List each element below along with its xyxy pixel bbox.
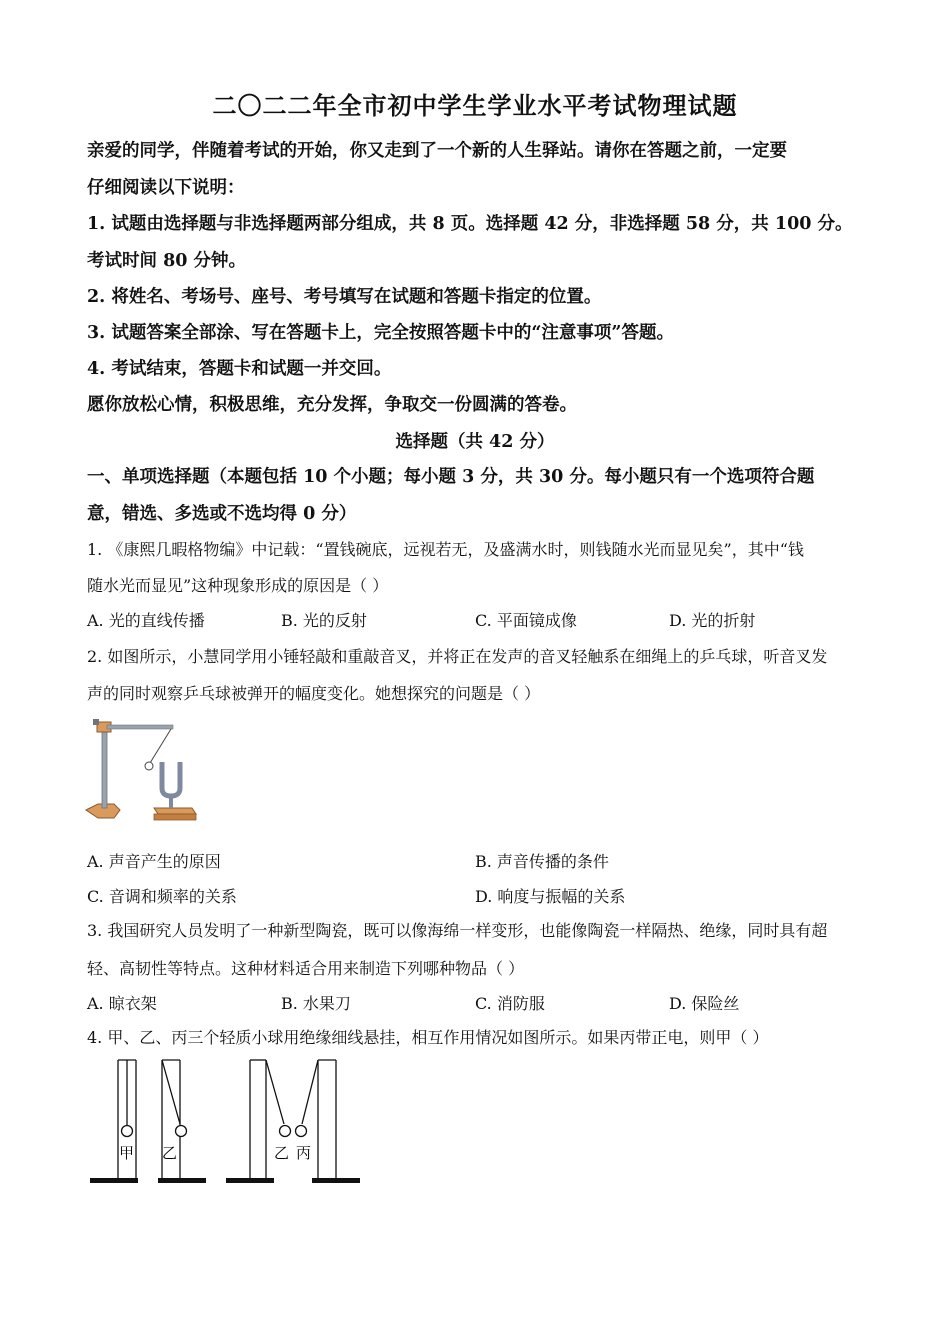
closing-line: 愿你放松心情，积极思维，充分发挥，争取交一份圆满的答卷。 [87, 395, 577, 415]
q2-option-c: C. 音调和频率的关系 [87, 887, 237, 906]
q1-option-c: C. 平面镜成像 [475, 611, 577, 630]
q3-option-d: D. 保险丝 [669, 994, 740, 1013]
q3-option-b: B. 水果刀 [281, 994, 351, 1013]
label-yi: 乙 [162, 1144, 178, 1162]
q2-option-b: B. 声音传播的条件 [475, 852, 609, 871]
q1-option-a: A. 光的直线传播 [87, 611, 205, 630]
instruction-item-3: 3. 试题答案全部涂、写在答题卡上，完全按照答题卡中的“注意事项”答题。 [87, 323, 674, 343]
instruction-item-1: 1. 试题由选择题与非选择题两部分组成，共 8 页。选择题 42 分，非选择题 58 分，共 100 分。 [87, 214, 853, 234]
intro-line: 亲爱的同学，伴随着考试的开始，你又走到了一个新的人生驿站。请你在答题之前，一定要 [87, 141, 787, 161]
page-title: 二〇二二年全市初中学生学业水平考试物理试题 [212, 91, 738, 120]
intro-line: 仔细阅读以下说明： [87, 178, 245, 198]
charged-balls-figure [88, 1058, 364, 1188]
q2-option-d: D. 响度与振幅的关系 [475, 887, 626, 906]
question-3-stem-cont: 轻、高韧性等特点。这种材料适合用来制造下列哪种物品（ ） [87, 959, 525, 978]
question-1-stem: 1. 《康熙几暇格物编》中记载：“置钱碗底，远视若无，及盛满水时，则钱随水光而显见矣”，其中“钱 [87, 540, 804, 559]
q1-option-b: B. 光的反射 [281, 611, 367, 630]
label-jia: 甲 [119, 1144, 135, 1162]
part-instruction-cont: 意，错选、多选或不选均得 0 分） [87, 504, 357, 524]
q3-option-c: C. 消防服 [475, 994, 545, 1013]
question-2-stem: 2. 如图所示，小慧同学用小锤轻敲和重敲音叉，并将正在发声的音叉轻触系在细绳上的乒乓球，听音叉发 [87, 647, 828, 666]
part-instruction: 一、单项选择题（本题包括 10 个小题；每小题 3 分，共 30 分。每小题只有一个选项符合题 [87, 467, 815, 487]
question-1-stem-cont: 随水光而显见”这种现象形成的原因是（ ） [87, 576, 389, 595]
instruction-item-1-cont: 考试时间 80 分钟。 [87, 251, 247, 271]
q1-option-d: D. 光的折射 [669, 611, 756, 630]
instruction-item-2: 2. 将姓名、考场号、座号、考号填写在试题和答题卡指定的位置。 [87, 287, 602, 307]
q2-option-a: A. 声音产生的原因 [87, 852, 221, 871]
question-4-stem: 4. 甲、乙、丙三个轻质小球用绝缘细线悬挂，相互作用情况如图所示。如果丙带正电，则甲（ ） [87, 1028, 769, 1047]
label-bing: 丙 [296, 1144, 312, 1162]
instruction-item-4: 4. 考试结束，答题卡和试题一并交回。 [87, 359, 392, 379]
section-heading: 选择题（共 42 分） [395, 432, 555, 452]
question-3-stem: 3. 我国研究人员发明了一种新型陶瓷，既可以像海绵一样变形，也能像陶瓷一样隔热、绝缘，同时具有超 [87, 921, 828, 940]
label-yi-2: 乙 [274, 1144, 290, 1162]
q3-option-a: A. 晾衣架 [87, 994, 157, 1013]
tuning-fork-figure [84, 714, 200, 824]
question-2-stem-cont: 声的同时观察乒乓球被弹开的幅度变化。她想探究的问题是（ ） [87, 684, 541, 703]
